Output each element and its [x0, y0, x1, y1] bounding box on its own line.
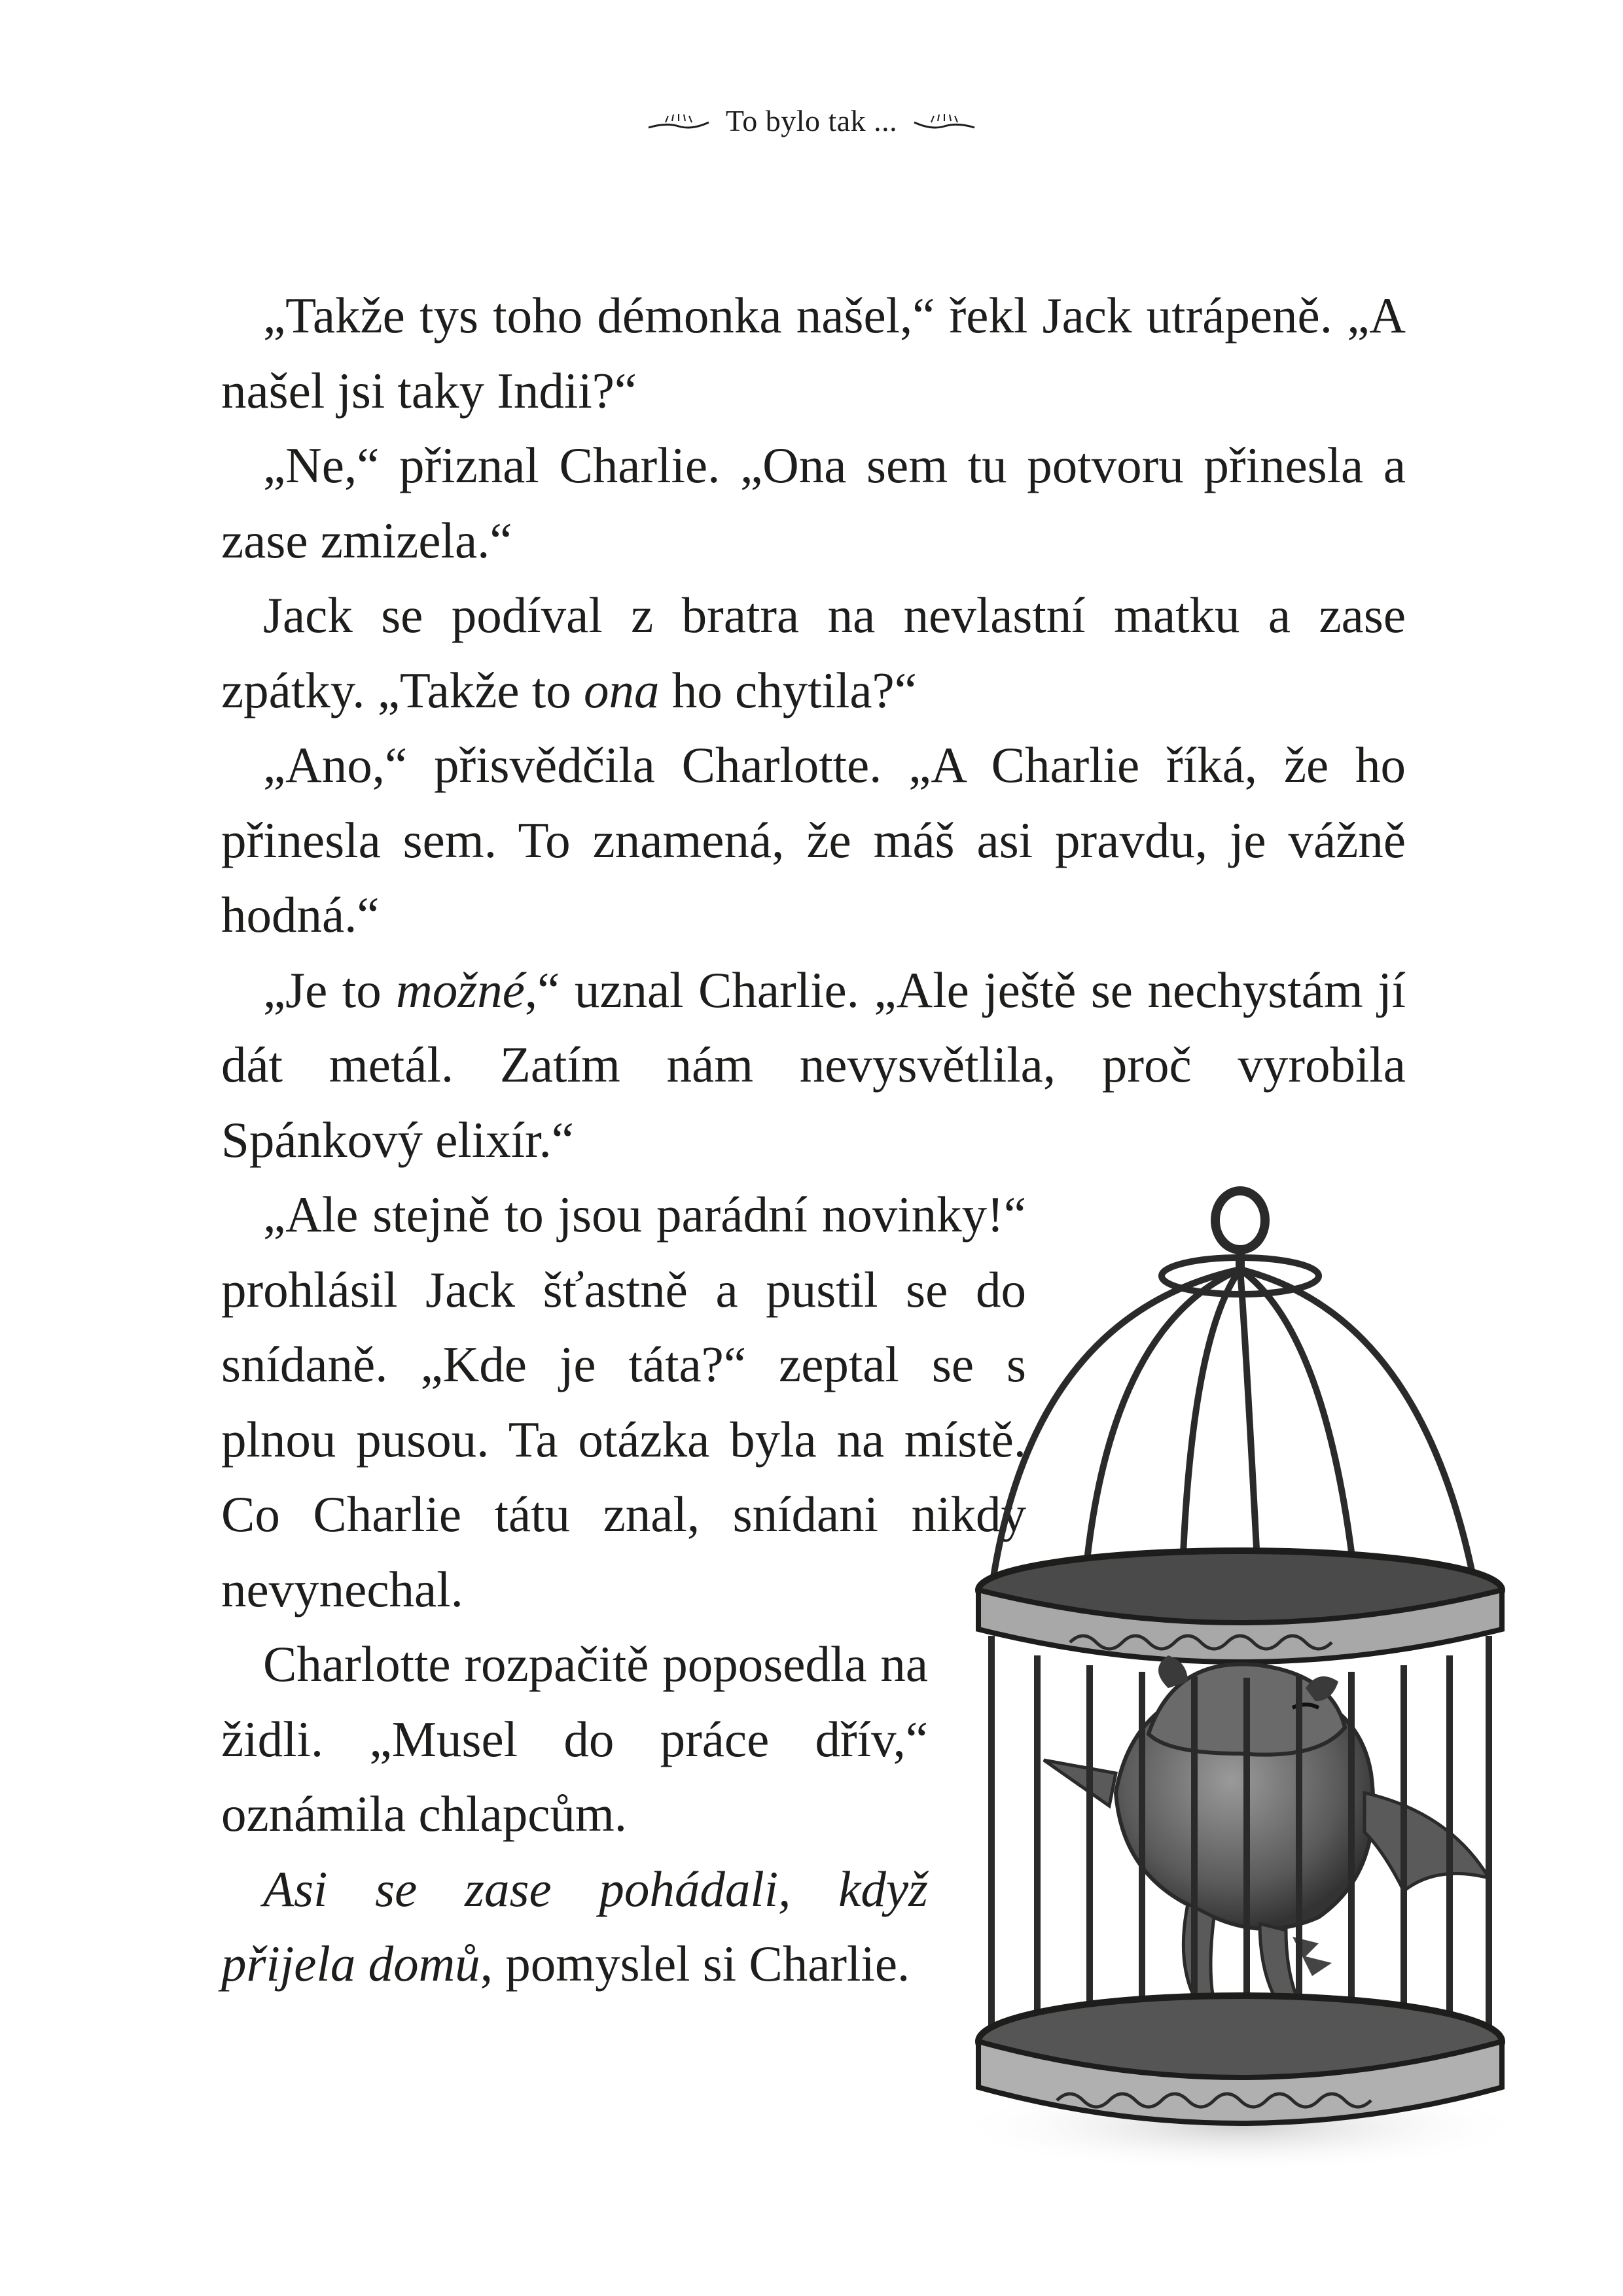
caged-demon-illustration	[952, 1184, 1528, 2179]
cage-top-band	[978, 1551, 1502, 1662]
paragraph-5-after: ,“ uznal Charlie. „Ale ještě se nechystám jí dát metál. Zatím nám nevysvětlila, proč vyrobila Spánkový elixír.“	[221, 961, 1406, 1168]
paragraph-1: „Takže tys toho démonka našel,“ řekl Jack utrápeně. „A našel jsi taky Indii?“	[221, 287, 1406, 419]
paragraph-5-before: „Je to	[263, 961, 397, 1018]
running-header	[0, 103, 1623, 138]
cage-bottom-base	[978, 1996, 1502, 2123]
paragraph-6: „Ale stejně to jsou parádní novinky!“ prohlásil Jack šťastně a pustil se do snídaně. „Kde je táta?“ zeptal se s plnou pusou. Ta otázka byla na místě. Co Charlie tátu znal, snídani nikdy nevynechal.	[221, 1186, 1026, 1617]
paragraph-8-italic: Asi se zase pohádali, když přijela domů	[221, 1860, 928, 1992]
paragraph-3	[221, 578, 1406, 728]
paragraph-3-before: Jack se podíval z bratra na nevlastní matku a zase zpátky. „Takže to	[221, 587, 1406, 718]
paragraph-5-italic: možné	[396, 961, 525, 1018]
paragraph-4: „Ano,“ přisvědčila Charlotte. „A Charlie říká, že ho přinesla sem. To znamená, že máš asi pravdu, je vážně hodná.“	[221, 737, 1406, 943]
paragraph-7: Charlotte rozpačitě poposedla na židli. „Musel do práce dřív,“ oznámila chlapcům.	[221, 1636, 928, 1842]
paragraph-3-after: ho chytila?“	[659, 662, 917, 718]
demon-creature	[1044, 1655, 1489, 2022]
paragraph-5	[221, 953, 1406, 1178]
paragraph-2: „Ne,“ přiznal Charlie. „Ona sem tu potvoru přinesla a zase zmizela.“	[221, 437, 1406, 569]
paragraph-3-italic: ona	[584, 662, 660, 718]
running-title: To bylo tak ...	[725, 104, 898, 137]
paragraph-8	[221, 1852, 928, 2002]
left-flourish-icon	[646, 108, 711, 134]
right-flourish-icon	[912, 108, 977, 134]
paragraph-8-after: , pomyslel si Charlie.	[480, 1935, 910, 1992]
